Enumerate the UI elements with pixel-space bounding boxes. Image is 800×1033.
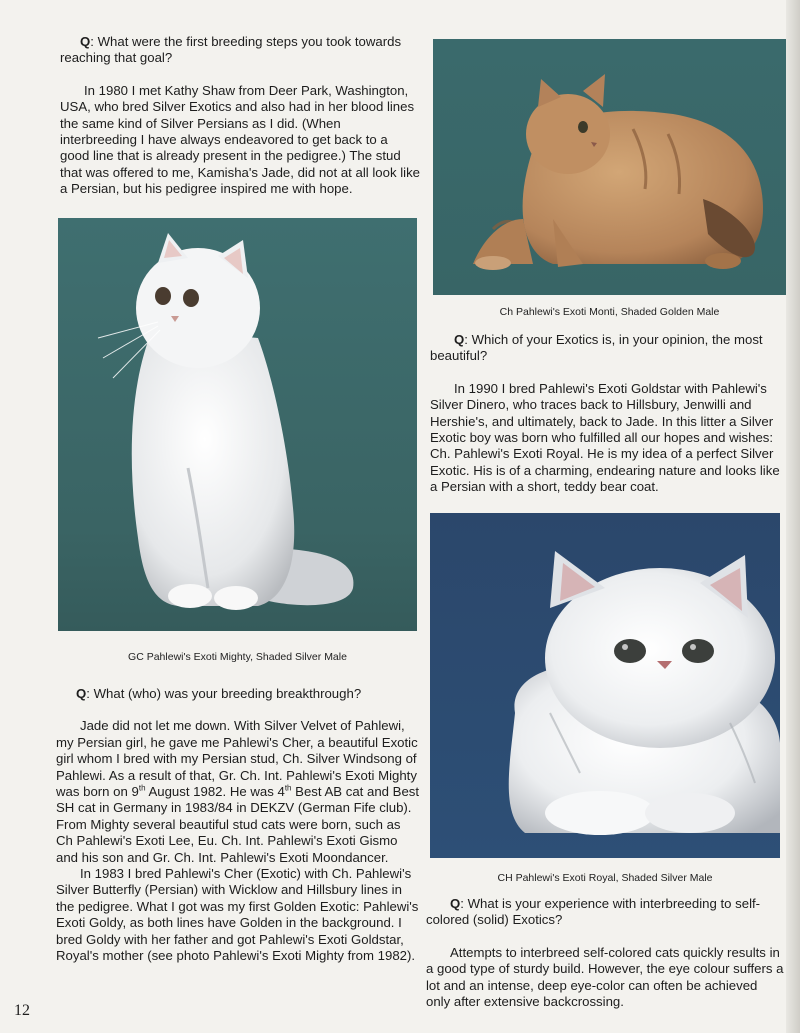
white-cat-image — [58, 218, 417, 631]
photo-exoti-monti — [433, 39, 786, 295]
page-number: 12 — [14, 1002, 30, 1019]
right-bottom-text — [426, 896, 784, 1010]
left-bottom-text — [56, 686, 420, 965]
question-breakthrough: Q: What (who) was your breeding breakthrough? — [76, 686, 362, 701]
caption-exoti-monti: Ch Pahlewi's Exoti Monti, Shaded Golden Male — [499, 306, 720, 318]
photo-exoti-mighty — [58, 218, 417, 631]
caption-exoti-royal: CH Pahlewi's Exoti Royal, Shaded Silver Male — [497, 872, 713, 884]
caption-exoti-mighty: GC Pahlewi's Exoti Mighty, Shaded Silver Male — [128, 651, 347, 663]
question-most-beautiful: Q: Which of your Exotics is, in your opinion, the most beautiful? — [430, 332, 763, 364]
golden-cat-image — [433, 39, 786, 295]
answer-self-colored: Attempts to interbreed self-colored cats quickly results in a good type of sturdy build. However, the eye colour suffers a lot and an intense, deep eye-color can often be achieved only after extensive backcrossing. — [426, 944, 784, 1010]
photo-exoti-royal — [430, 513, 780, 858]
left-top-text — [60, 34, 420, 198]
answer-first-steps: In 1980 I met Kathy Shaw from Deer Park, Washington, USA, who bred Silver Exotics and also had in her blood lines the same kind of Silver Persians as I did. (When interbreeding I have always endeavored to get back to a good line that is already present in the pedigree.) The stud that was offered to me, Kamisha's Jade, did not at all look like a Persian, but his pedigree inspired me with hope. — [60, 82, 420, 197]
question-first-steps: Q: What were the first breeding steps you took towards reaching that goal? — [60, 34, 402, 66]
answer-breakthrough: Jade did not let me down. With Silver Velvet of Pahlewi, my Persian girl, he gave me Pahlewi's Cher, a beautiful Exotic girl whom I bred with my Persian stud, Ch. Silver Windsong of Pahlewi. As a result of that, Gr. Ch. Int. Pahlewi's Exoti Mighty was born on 9th August 1982. He was 4th Best AB cat and Best SH cat in Germany in 1983/84 in DEKZV (German Fife club). From Mighty several beautiful stud cats were born, such as Ch Pahlewi's Exoti Lee, Eu. Ch. Int. Pahlewi's Exoti Gismo and his son and Gr. Ch. Int. Pahlewi's Exoti Moondancer. — [56, 718, 420, 865]
right-middle-text — [430, 332, 782, 496]
answer-golden-exotic: In 1983 I bred Pahlewi's Cher (Exotic) with Ch. Pahlewi's Silver Butterfly (Persian) with Wicklow and Hillsbury lines in the pedigree. What I got was my first Golden Exotic: Pahlewi's Exoti Goldy, as both lines have Golden in the background. I bred Goldy with her father and got Pahlewi's Exoti Goldstar, Royal's mother (see photo Pahlewi's Exoti Mighty from 1982). — [56, 866, 419, 964]
page-spine-shadow — [786, 0, 800, 1033]
question-self-colored: Q: What is your experience with interbreeding to self-colored (solid) Exotics? — [426, 896, 761, 928]
answer-most-beautiful: In 1990 I bred Pahlewi's Exoti Goldstar with Pahlewi's Silver Dinero, who traces back to Hillsbury, Jenwilli and Hershie's, and ultimately, back to Jade. In this litter a Silver Exotic boy was born who fulfilled all our hopes and wishes: Ch. Pahlewi's Exoti Royal. He is my idea of a perfect Silver Exotic. His is of a charming, endearing nature and looks like a Persian with a short, teddy bear coat. — [430, 380, 780, 495]
silver-cat-image — [430, 513, 780, 858]
